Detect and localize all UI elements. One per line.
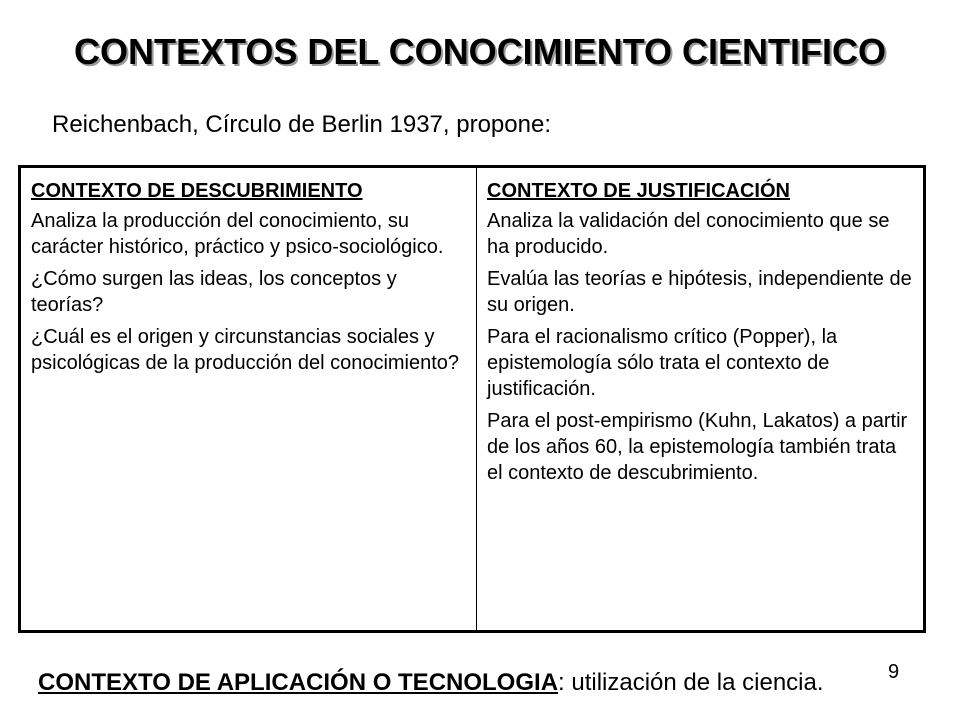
justification-paragraph: Para el post-empirismo (Kuhn, Lakatos) a partir de los años 60, la epistemología también trata el contexto de descubrimiento. — [487, 410, 908, 484]
discovery-paragraph: Analiza la producción del conocimiento, su carácter histórico, práctico y psico-sociológico. — [31, 210, 444, 258]
application-context-heading: CONTEXTO DE APLICACIÓN O TECNOLOGIA — [38, 669, 559, 696]
slide-subtitle: Reichenbach, Círculo de Berlin 1937, propone: — [52, 111, 551, 138]
justification-paragraph: Analiza la validación del conocimiento que se ha producido. — [487, 210, 890, 258]
page-number: 9 — [888, 661, 900, 683]
contexts-table — [18, 165, 926, 633]
footer-note — [38, 668, 824, 698]
justification-paragraph: Evalúa las teorías e hipótesis, independiente de su origen. — [487, 268, 912, 316]
discovery-paragraph: ¿Cuál es el origen y circunstancias sociales y psicológicas de la producción del conocimiento? — [31, 326, 460, 374]
justification-heading: CONTEXTO DE JUSTIFICACIÓN — [487, 180, 790, 202]
justification-paragraph: Para el racionalismo crítico (Popper), la epistemología sólo trata el contexto de justificación. — [487, 326, 838, 400]
discovery-column — [21, 168, 477, 630]
justification-column — [477, 168, 923, 630]
discovery-paragraph: ¿Cómo surgen las ideas, los conceptos y teorías? — [31, 268, 397, 316]
slide-title: CONTEXTOS DEL CONOCIMIENTO CIENTIFICO — [73, 31, 887, 72]
application-context-text: : utilización de la ciencia. — [558, 669, 824, 696]
discovery-heading: CONTEXTO DE DESCUBRIMIENTO — [31, 180, 363, 202]
